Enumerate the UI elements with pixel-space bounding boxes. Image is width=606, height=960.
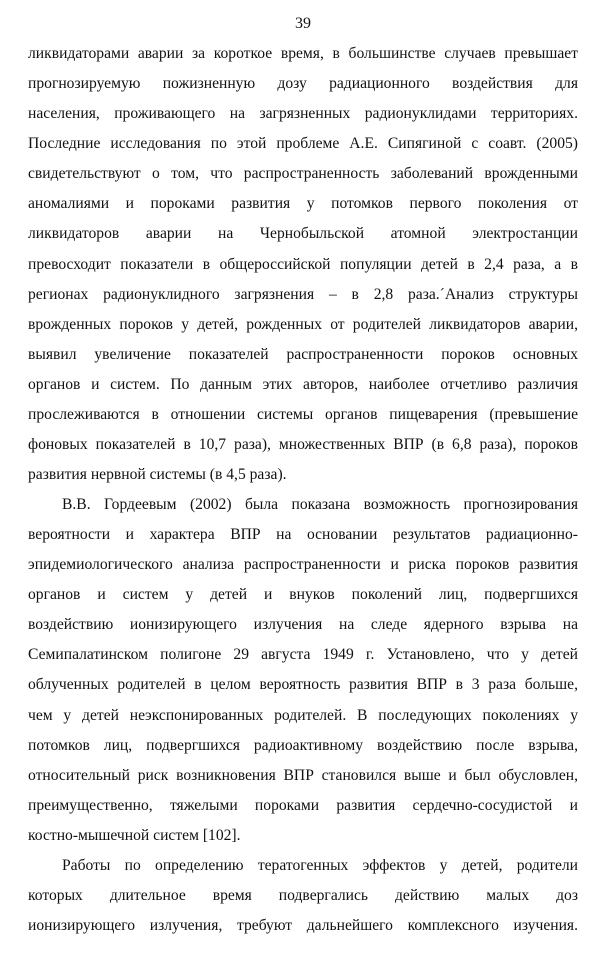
text-line: эпидемиологического анализа распространенности и риска пороков развития [28,556,578,573]
text-line: выявил увеличение показателей распространенности пороков основных [28,346,578,363]
text-line: врожденных пороков у детей, рожденных от родителей ликвидаторов аварии, [28,316,578,333]
text-line: прогнозируемую пожизненную дозу радиационного воздействия для [28,75,578,92]
text-line: потомков лиц, подвергшихся радиоактивному воздействию после взрыва, [28,737,578,754]
text-line: относительный риск возникновения ВПР становился выше и был обусловлен, [28,767,578,784]
text-line: преимущественно, тяжелыми пороками развития сердечно-сосудистой и [28,797,578,814]
paragraph-first-line: В.В. Гордеевым (2002) была показана возможность прогнозирования [62,496,578,513]
text-line: органов и систем у детей и внуков поколений лиц, подвергшихся [28,586,578,603]
text-line: органов и систем. По данным этих авторов, наиболее отчетливо различия [28,376,578,393]
text-line: прослеживаются в отношении системы органов пищеварения (превышение [28,406,578,423]
text-line: Семипалатинском полигоне 29 августа 1949 г. Установлено, что у детей [28,646,578,663]
text-line: ликвидаторов аварии на Чернобыльской атомной электростанции [28,225,578,242]
text-line: которых длительное время подвергались действию малых доз [28,887,578,904]
text-line: облученных родителей в целом вероятность развития ВПР в 3 раза больше, [28,676,578,693]
text-line: свидетельствуют о том, что распространенность заболеваний врожденными [28,165,578,182]
page-number: 39 [295,15,311,32]
text-line: ликвидаторами аварии за короткое время, в большинстве случаев превышает [28,45,578,62]
text-line: воздействию ионизирующего излучения на следе ядерного взрыва на [28,616,578,633]
text-line: населения, проживающего на загрязненных радионуклидами территориях. [28,105,578,122]
text-line: превосходит показатели в общероссийской популяции детей в 2,4 раза, а в [28,256,578,273]
text-line: аномалиями и пороками развития у потомков первого поколения от [28,195,578,212]
text-line: костно-мышечной систем [102]. [28,827,241,844]
text-line: Последние исследования по этой проблеме А.Е. Сипягиной с соавт. (2005) [28,135,578,152]
text-line: чем у детей неэкспонированных родителей. В последующих поколениях у [28,707,578,724]
text-line: регионах радионуклидного загрязнения – в 2,8 раза.´Анализ структуры [28,286,578,303]
text-line: развития нервной системы (в 4,5 раза). [28,466,287,483]
text-line: фоновых показателей в 10,7 раза), множественных ВПР (в 6,8 раза), пороков [28,436,578,453]
text-line: вероятности и характера ВПР на основании результатов радиационно- [28,526,578,543]
text-line: ионизирующего излучения, требуют дальнейшего комплексного изучения. [28,917,578,934]
paragraph-first-line: Работы по определению тератогенных эффектов у детей, родители [62,857,578,874]
